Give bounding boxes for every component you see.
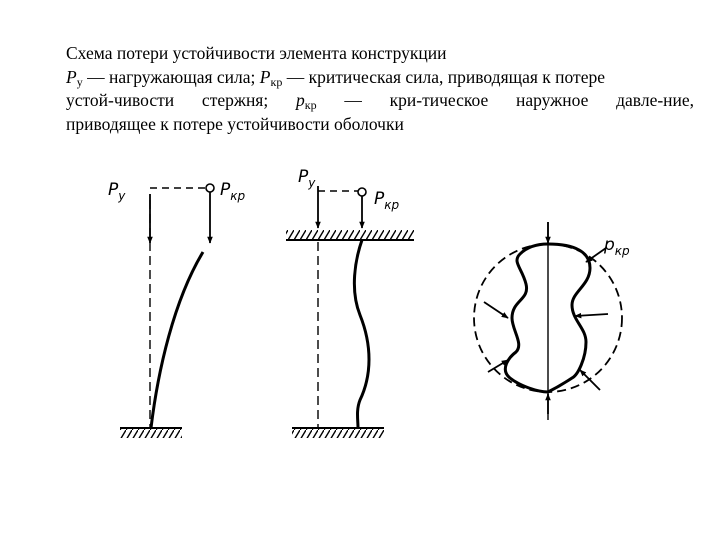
pivot-circle [206, 184, 214, 192]
label-py-1: $P_y$ [108, 180, 126, 203]
label-pkr-shell: $p_{кр}$ [604, 235, 630, 258]
caption-line-4: приводящее к потере устойчивости оболочки [66, 113, 404, 134]
pressure-arrow-left [484, 302, 508, 318]
caption-line-2: $P_y$ — нагружающая сила; $P_{кр}$ — критическая сила, приводящая к потере [66, 66, 605, 89]
pressure-arrow-upper-right [586, 248, 606, 262]
caption-line-3: устой-чивости стержня; $p_{кр}$ — кри-тическое наружное давле-ние, [66, 90, 695, 112]
pivot-circle-2 [358, 188, 366, 196]
buckled-column [151, 252, 203, 428]
column-figure-2 [286, 167, 414, 438]
top-support-hatch [286, 230, 414, 240]
shell-figure [474, 222, 630, 420]
pressure-arrow-right [575, 314, 608, 316]
buckled-column-2 [354, 240, 369, 428]
label-pkr-1: $P_{кр}$ [220, 180, 246, 203]
label-py-2: $P_y$ [298, 167, 316, 190]
column-figure-1 [108, 180, 246, 438]
bottom-support-hatch [292, 428, 384, 438]
label-pkr-2: $P_{кр}$ [374, 189, 400, 212]
caption-line-1: Схема потери устойчивости элемента конструкции [66, 43, 447, 63]
ground-hatch [120, 428, 182, 438]
